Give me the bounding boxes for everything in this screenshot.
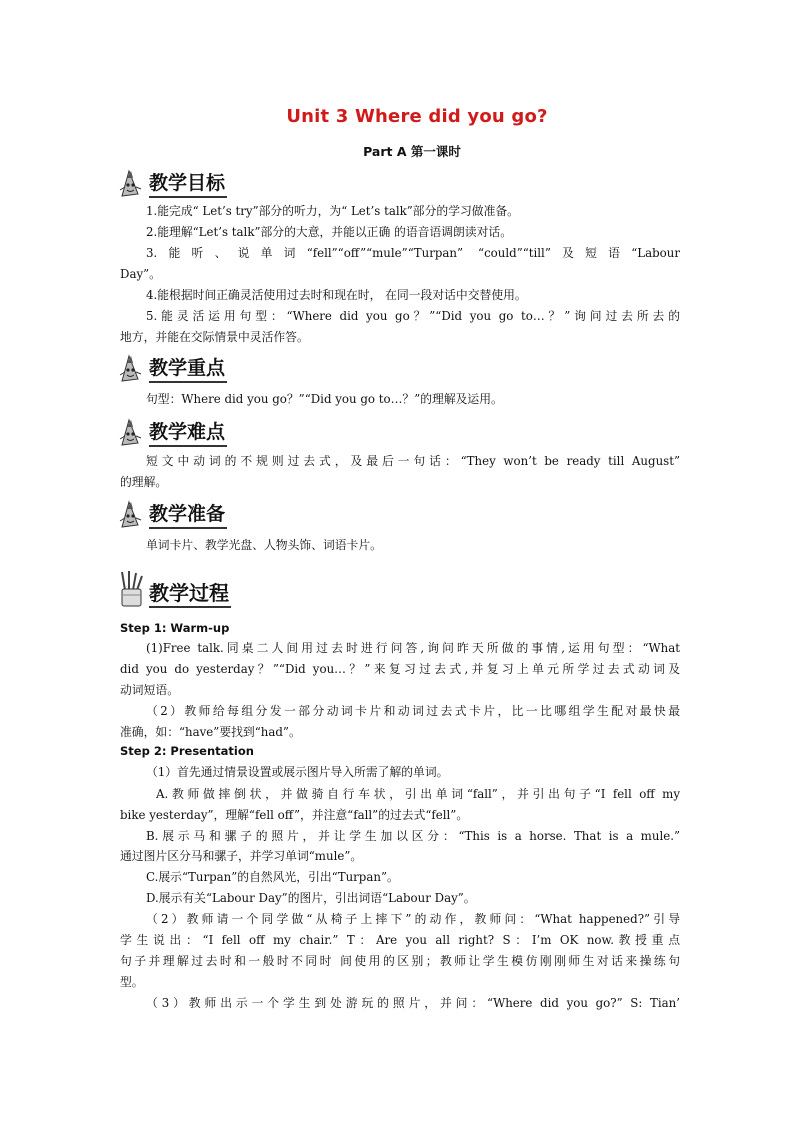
step-2-line: bike yesterday”，理解“fell off”，并注意“fall”的过去式“fell”。: [120, 808, 469, 822]
preparation-text: 单词卡片、教学光盘、人物头饰、词语卡片。: [146, 538, 382, 552]
objective-3-cont: Day”。: [120, 267, 161, 281]
step-2-line: （3）教师出示一个学生到处游玩的照片，并问：“Where did you go?” S: Tian’: [146, 996, 680, 1010]
heading-preparation-text: 教学准备: [149, 502, 227, 529]
difficulties-line-1: 短文中动词的不规则过去式，及最后一句话：“They won’t be ready till August”: [146, 454, 680, 468]
step-1-line: 动词短语。: [120, 683, 179, 697]
pencil-mascot-icon: [116, 353, 146, 383]
heading-key-points-text: 教学重点: [149, 356, 227, 383]
document-title: Unit 3 Where did you go?: [286, 106, 548, 127]
step-1-line: did you do yesterday？”“Did you…？”来复习过去式,并复习上单元所学过去式动词及: [120, 662, 680, 676]
step-2-line: A.教师做摔倒状，并做骑自行车状，引出单词“fall”，并引出句子“I fell off my: [156, 787, 680, 801]
objective-5-cont: 地方，并能在交际情景中灵活作答。: [120, 330, 309, 344]
pencil-cup-icon: [116, 570, 146, 608]
objective-2: 2.能理解“Let’s talk”部分的大意，并能以正确 的语音语调朗读对话。: [146, 225, 512, 239]
step-1-line: （2）教师给每组分发一部分动词卡片和动词过去式卡片，比一比哪组学生配对最快最: [146, 704, 680, 718]
heading-process-text: 教学过程: [149, 581, 231, 608]
pencil-mascot-icon: [116, 417, 146, 447]
heading-preparation: [116, 499, 227, 529]
heading-objectives: [116, 168, 227, 198]
step-1-line: 准确，如：“have”要找到“had”。: [120, 725, 301, 739]
pencil-mascot-icon: [116, 499, 146, 529]
step-2-line: （2）教师请一个同学做“从椅子上摔下”的动作，教师问：“What happened?”引导: [146, 912, 680, 926]
step-2-label: Step 2: Presentation: [120, 744, 254, 758]
heading-objectives-text: 教学目标: [149, 171, 227, 198]
objective-5: 5.能灵活运用句型：“Where did you go？”“Did you go to…？”询问过去所去的: [146, 309, 680, 323]
step-2-line: 学生说出：“I fell off my chair.” T：Are you all right? S：I’m OK now.教授重点: [120, 933, 680, 947]
heading-difficulties: [116, 417, 227, 447]
pencil-mascot-icon: [116, 168, 146, 198]
heading-process: [116, 570, 231, 608]
step-2-line: 句子并理解过去时和一般时不同时 间使用的区别；教师让学生模仿刚刚师生对话来操练句: [120, 954, 680, 968]
objective-4: 4.能根据时间正确灵活使用过去时和现在时， 在同一段对话中交替使用。: [146, 288, 527, 302]
step-1-label: Step 1: Warm-up: [120, 621, 230, 635]
step-2-line: （1）首先通过情景设置或展示图片导入所需了解的单词。: [146, 765, 449, 779]
step-2-line: D.展示有关“Labour Day”的图片，引出词语“Labour Day”。: [146, 891, 476, 905]
objective-1: 1.能完成“ Let’s try”部分的听力，为“ Let’s talk”部分的学习做准备。: [146, 204, 519, 218]
heading-key-points: [116, 353, 227, 383]
heading-difficulties-text: 教学难点: [149, 420, 227, 447]
objective-3: 3.能听、说单词“fell”“off”“mule”“Turpan” “could”“till”及短语“Labour: [146, 246, 680, 260]
step-2-line: 通过图片区分马和骡子，并学习单词“mule”。: [120, 849, 363, 863]
difficulties-line-2: 的理解。: [120, 475, 168, 489]
step-1-line: (1)Free talk.同桌二人间用过去时进行问答,询问昨天所做的事情,运用句型：“What: [146, 641, 680, 655]
step-2-line: 型。: [120, 975, 144, 989]
key-points-text: 句型：Where did you go？”“Did you go to…？”的理解及运用。: [146, 392, 503, 406]
step-2-line: B.展示马和骡子的照片，并让学生加以区分：“This is a horse. That is a mule.”: [146, 829, 680, 843]
step-2-line: C.展示“Turpan”的自然风光，引出“Turpan”。: [146, 870, 399, 884]
document-subtitle: Part A 第一课时: [363, 144, 461, 159]
